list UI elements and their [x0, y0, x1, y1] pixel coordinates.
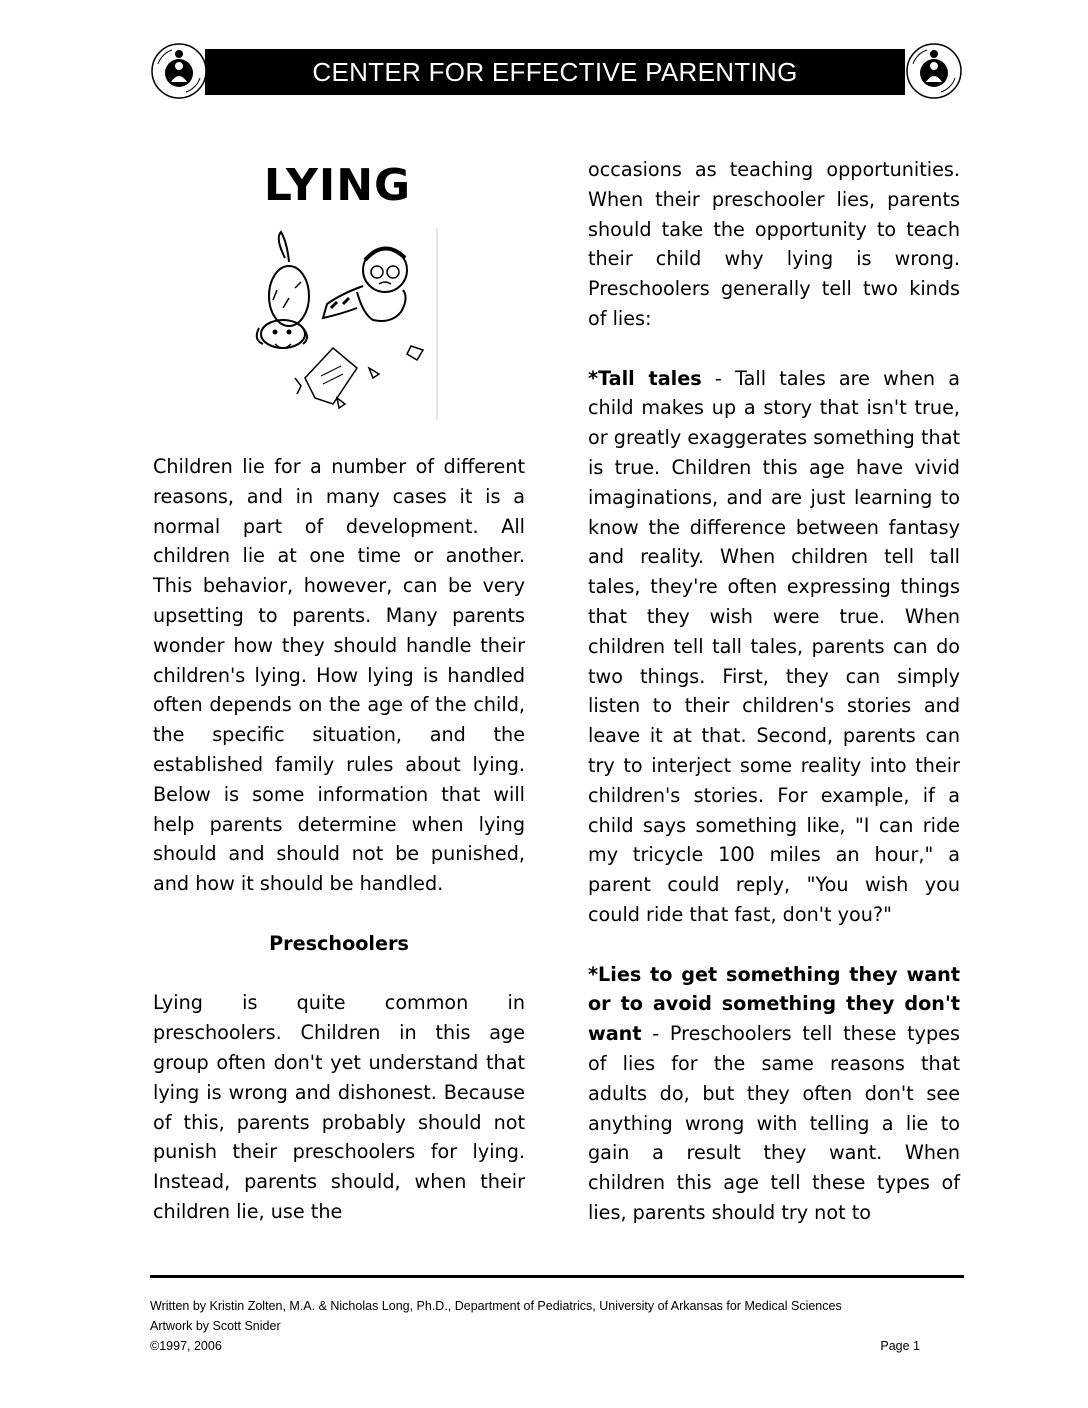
section-heading-preschoolers: Preschoolers [269, 931, 409, 955]
left-column [153, 452, 525, 1227]
lies-term: *Lies to get something they want or to avoid something they don't want [588, 962, 960, 1046]
tall-tales-paragraph [588, 364, 960, 930]
center-logo-icon [150, 42, 208, 100]
lies-paragraph [588, 960, 960, 1228]
center-logo-icon [905, 42, 963, 100]
footer-artwork: Artwork by Scott Snider [150, 1319, 281, 1333]
continuation-paragraph: occasions as teaching opportunities. When their preschooler lies, parents should take the opportunity to teach their child why lying is wrong. Preschoolers generally tell two kinds of lies: [588, 158, 960, 330]
footer-authors: Written by Kristin Zolten, M.A. & Nicholas Long, Ph.D., Department of Pediatrics, University of Arkansas for Medical Sciences [150, 1299, 842, 1313]
tall-tales-text: - Tall tales are when a child makes up a story that isn't true, or greatly exaggerates something that is true. Children this age have vivid imaginations, and are just learning to know the difference between fantasy and reality. When children tell tall tales, they're often expressing things that they wish were true. When children tell tall tales, parents can do two things. First, they can simply listen to their children's stories and leave it at that. Second, parents can try to interject some reality into their children's stories. For example, if a child says something like, "I can ride my tricycle 100 miles an hour," a parent could reply, "You wish you could ride that fast, don't you?" [588, 366, 960, 926]
lies-text: - Preschoolers tell these types of lies for the same reasons that adults do, but they often don't see anything wrong with telling a lie to gain a result they want. When children this age tell these types of lies, parents should try not to [588, 1022, 960, 1224]
preschool-paragraph: Lying is quite common in preschoolers. Children in this age group often don't yet understand that lying is wrong and dishonest. Because of this, parents probably should not punish their preschoolers for lying. Instead, parents should, when their children lie, use the [153, 991, 525, 1223]
footer-divider [150, 1275, 964, 1278]
child-and-dog-illustration-icon [245, 228, 440, 420]
footer-copyright: ©1997, 2006 [150, 1339, 222, 1353]
intro-paragraph: Children lie for a number of different reasons, and in many cases it is a normal part of development. All children lie at one time or another. This behavior, however, can be very upsetting to parents. Many parents wonder how they should handle their children's lying. How lying is handled often depends on the age of the child, the specific situation, and the established family rules about lying. Below is some information that will help parents determine when lying should and should not be punished, and how it should be handled. [153, 455, 525, 896]
tall-tales-term: *Tall tales [588, 366, 702, 390]
document-title: LYING [263, 160, 412, 211]
right-column [588, 155, 960, 1228]
footer [150, 1296, 920, 1356]
page-number: Page 1 [880, 1339, 920, 1353]
header-title: CENTER FOR EFFECTIVE PARENTING [312, 57, 798, 87]
